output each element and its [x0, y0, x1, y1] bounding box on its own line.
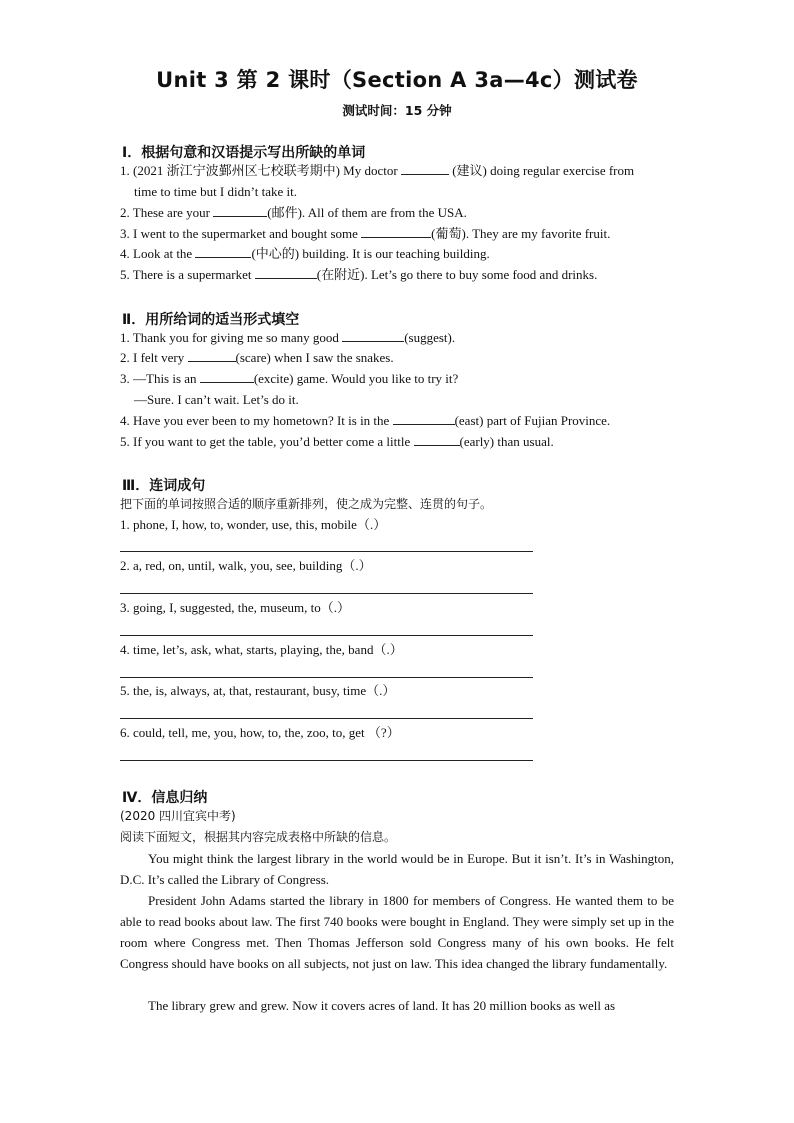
answer-blank[interactable]: [361, 225, 431, 238]
answer-line-1[interactable]: [120, 551, 533, 552]
section2-heading: Ⅱ．用所给词的适当形式填空: [122, 312, 300, 328]
section4-heading: Ⅳ．信息归纳: [122, 790, 208, 806]
s1-question-4: 4. Look at the (中心的) building. It is our teaching building.: [120, 246, 490, 261]
section1-heading: Ⅰ．根据句意和汉语提示写出所缺的单词: [122, 145, 366, 161]
passage-paragraph-3: The library grew and grew. Now it covers acres of land. It has 20 million books as well as: [148, 998, 616, 1013]
s3-item-1: 1. phone, I, how, to, wonder, use, this, mobile（.）: [120, 517, 387, 532]
s2-question-2: 2. I felt very (scare) when I saw the snakes.: [120, 350, 394, 365]
s1-question-3: 3. I went to the supermarket and bought some (葡萄). They are my favorite fruit.: [120, 226, 611, 241]
section4-instruction: 阅读下面短文，根据其内容完成表格中所缺的信息。: [120, 830, 397, 844]
s2-question-3: 3. —This is an (excite) game. Would you like to try it?: [120, 371, 459, 386]
answer-line-2[interactable]: [120, 593, 533, 594]
s3-item-5: 5. the, is, always, at, that, restaurant, busy, time（.）: [120, 683, 396, 698]
section4-source: (2020 四川宜宾中考): [120, 809, 236, 823]
section3-instruction: 把下面的单词按照合适的顺序重新排列，使之成为完整、连贯的句子。: [120, 497, 493, 511]
s2-question-3-reply: —Sure. I can’t wait. Let’s do it.: [134, 392, 299, 407]
passage-paragraph-1: You might think the largest library in the world would be in Europe. But it isn’t. It’s in Washington, D.C. It’s called the Library of Congress.: [120, 851, 674, 887]
s1-question-1-cont: time to time but I didn’t take it.: [134, 184, 297, 199]
s1-question-1: 1. (2021 浙江宁波鄞州区七校联考期中) My doctor (建议) doing regular exercise from: [120, 163, 635, 178]
s1-question-5: 5. There is a supermarket (在附近). Let’s go there to buy some food and drinks.: [120, 267, 598, 282]
s2-question-5: 5. If you want to get the table, you’d better come a little (early) than usual.: [120, 434, 554, 449]
page-title: Unit 3 第 2 课时（Section A 3a—4c）测试卷: [156, 68, 638, 92]
test-time: 测试时间：15 分钟: [342, 103, 452, 118]
s3-item-4: 4. time, let’s, ask, what, starts, playing, the, band（.）: [120, 642, 403, 657]
answer-blank[interactable]: [213, 204, 267, 217]
answer-blank[interactable]: [195, 245, 251, 258]
section3-heading: Ⅲ．连词成句: [122, 478, 206, 494]
answer-blank[interactable]: [414, 433, 460, 446]
answer-line-3[interactable]: [120, 635, 533, 636]
s3-item-6: 6. could, tell, me, you, how, to, the, zoo, to, get （?）: [120, 725, 400, 740]
answer-line-5[interactable]: [120, 718, 533, 719]
answer-blank[interactable]: [188, 349, 236, 362]
answer-line-6[interactable]: [120, 760, 533, 761]
s2-question-4: 4. Have you ever been to my hometown? It is in the (east) part of Fujian Province.: [120, 413, 611, 428]
s1-question-2: 2. These are your (邮件). All of them are from the USA.: [120, 205, 467, 220]
answer-blank[interactable]: [401, 162, 449, 175]
answer-blank[interactable]: [255, 266, 317, 279]
answer-blank[interactable]: [393, 412, 455, 425]
s3-item-2: 2. a, red, on, until, walk, you, see, building（.）: [120, 558, 372, 573]
passage-paragraph-2: President John Adams started the library in 1800 for members of Congress. He wanted them to be able to read books about law. The first 740 books were bought in England. They were simply set up in the room where Congress met. Then Thomas Jefferson sold Congress many of his own books. He felt Congress should have books on all subjects, not just on law. This idea changed the library fundamentally.: [120, 893, 674, 971]
s2-question-1: 1. Thank you for giving me so many good (suggest).: [120, 330, 456, 345]
answer-blank[interactable]: [200, 370, 254, 383]
s3-item-3: 3. going, I, suggested, the, museum, to（.）: [120, 600, 351, 615]
answer-line-4[interactable]: [120, 677, 533, 678]
answer-blank[interactable]: [342, 329, 404, 342]
